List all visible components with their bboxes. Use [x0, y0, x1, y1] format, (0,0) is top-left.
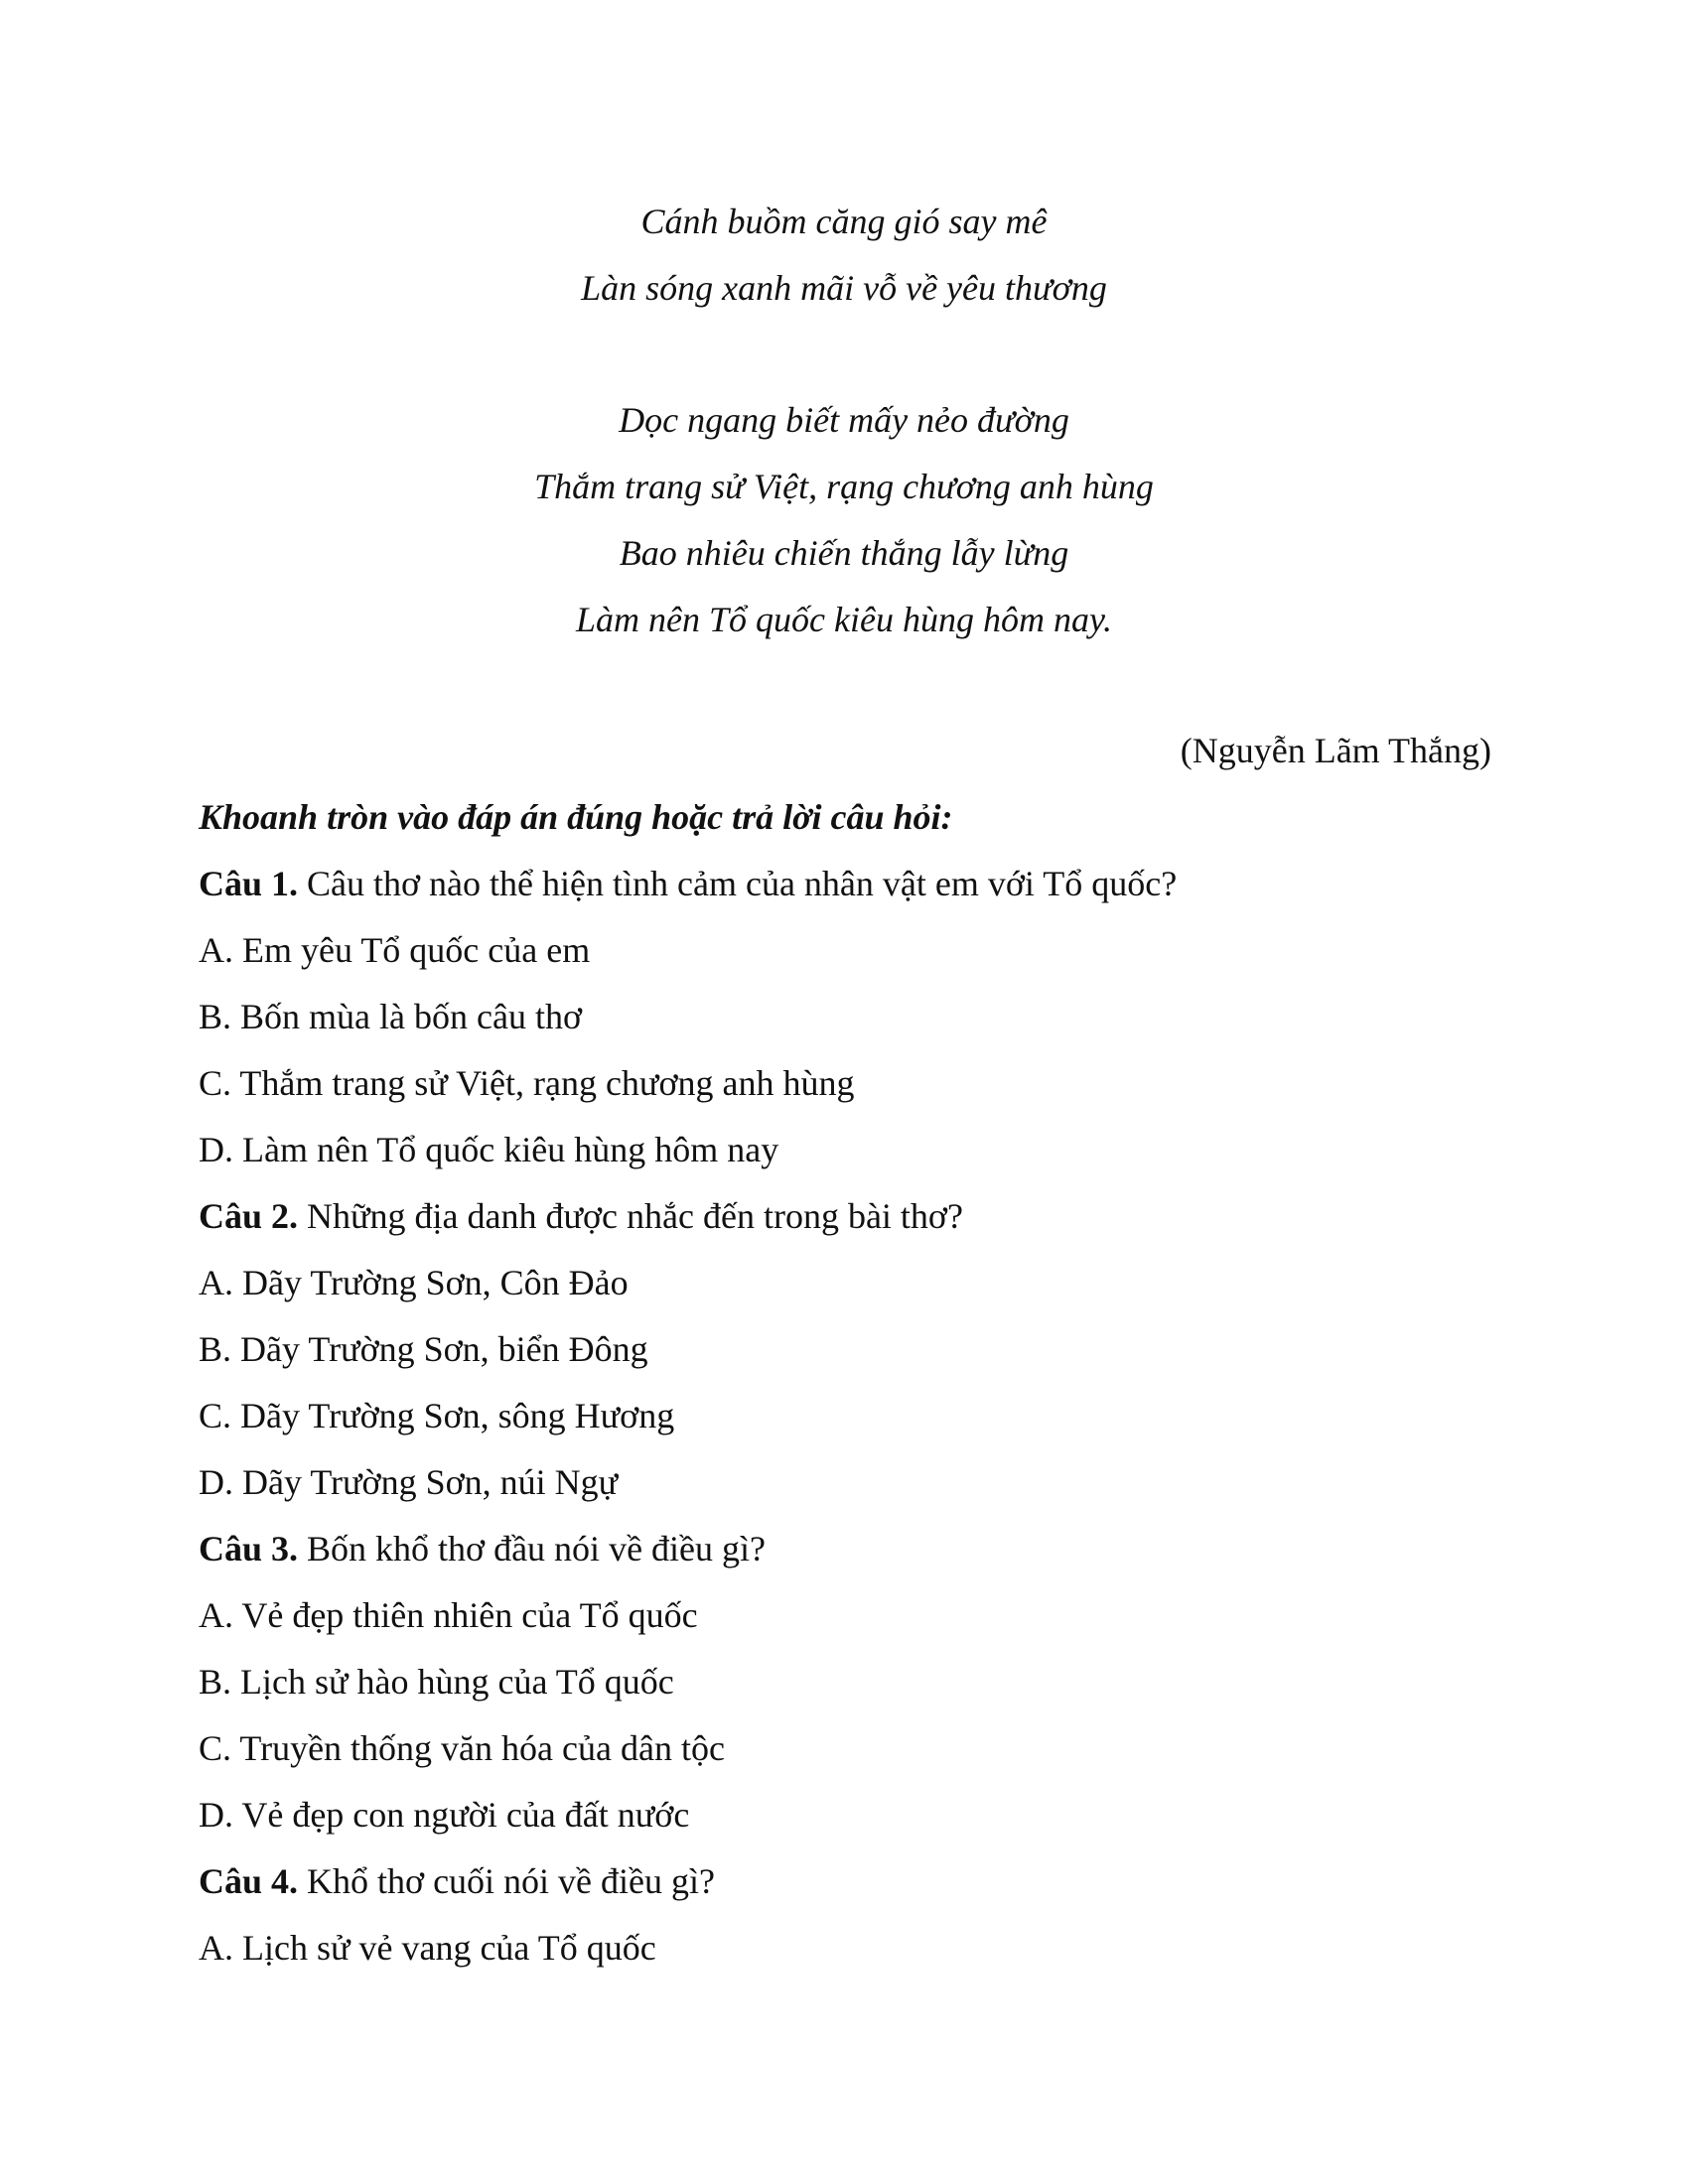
question-label: Câu 3.	[199, 1529, 299, 1569]
answer-option[interactable]: A. Em yêu Tổ quốc của em	[199, 930, 591, 970]
answer-option[interactable]: A. Vẻ đẹp thiên nhiên của Tổ quốc	[199, 1595, 698, 1635]
question-line	[199, 1183, 1489, 1250]
answer-option[interactable]: D. Làm nên Tổ quốc kiêu hùng hôm nay	[199, 1130, 779, 1169]
question-line	[199, 1848, 1489, 1915]
answer-option[interactable]: C. Truyền thống văn hóa của dân tộc	[199, 1728, 725, 1768]
answer-option[interactable]: B. Lịch sử hào hùng của Tổ quốc	[199, 1662, 674, 1702]
question	[199, 851, 1489, 1183]
question	[199, 1848, 1489, 1981]
quiz-section	[199, 784, 1489, 1981]
poem-line: Dọc ngang biết mấy nẻo đường	[619, 400, 1069, 440]
answer-option[interactable]: A. Lịch sử vẻ vang của Tổ quốc	[199, 1928, 656, 1968]
question-label: Câu 4.	[199, 1861, 299, 1901]
answer-option[interactable]: B. Dãy Trường Sơn, biển Đông	[199, 1329, 648, 1369]
poem-line: Làm nên Tổ quốc kiêu hùng hôm nay.	[576, 600, 1112, 639]
poem-author: (Nguyễn Lãm Thắng)	[1180, 731, 1491, 770]
poem-line: Bao nhiêu chiến thắng lẫy lừng	[619, 533, 1069, 573]
answer-option[interactable]: A. Dãy Trường Sơn, Côn Đảo	[199, 1263, 629, 1302]
poem-line: Cánh buồm căng gió say mê	[640, 202, 1048, 241]
question-text: Câu thơ nào thể hiện tình cảm của nhân vật em với Tổ quốc?	[298, 864, 1178, 903]
question-text: Những địa danh được nhắc đến trong bài thơ?	[298, 1196, 963, 1236]
poem-stanza	[0, 387, 1688, 653]
answer-option[interactable]: B. Bốn mùa là bốn câu thơ	[199, 997, 582, 1036]
instruction-text: Khoanh tròn vào đáp án đúng hoặc trả lời câu hỏi:	[199, 797, 953, 837]
question-text: Bốn khổ thơ đầu nói về điều gì?	[298, 1529, 767, 1569]
question-text: Khổ thơ cuối nói về điều gì?	[298, 1861, 715, 1901]
answer-option[interactable]: D. Vẻ đẹp con người của đất nước	[199, 1795, 690, 1835]
question	[199, 1183, 1489, 1516]
answer-option[interactable]: D. Dãy Trường Sơn, núi Ngự	[199, 1462, 619, 1502]
poem-line: Thắm trang sử Việt, rạng chương anh hùng	[534, 467, 1154, 506]
poem-line: Làn sóng xanh mãi vỗ về yêu thương	[581, 268, 1107, 308]
answer-option[interactable]: C. Thắm trang sử Việt, rạng chương anh hùng	[199, 1063, 855, 1103]
question	[199, 1516, 1489, 1848]
question-label: Câu 2.	[199, 1196, 299, 1236]
poem-stanza	[0, 189, 1688, 322]
question-label: Câu 1.	[199, 864, 299, 903]
answer-option[interactable]: C. Dãy Trường Sơn, sông Hương	[199, 1396, 675, 1435]
question-line	[199, 1516, 1489, 1582]
question-line	[199, 851, 1489, 917]
